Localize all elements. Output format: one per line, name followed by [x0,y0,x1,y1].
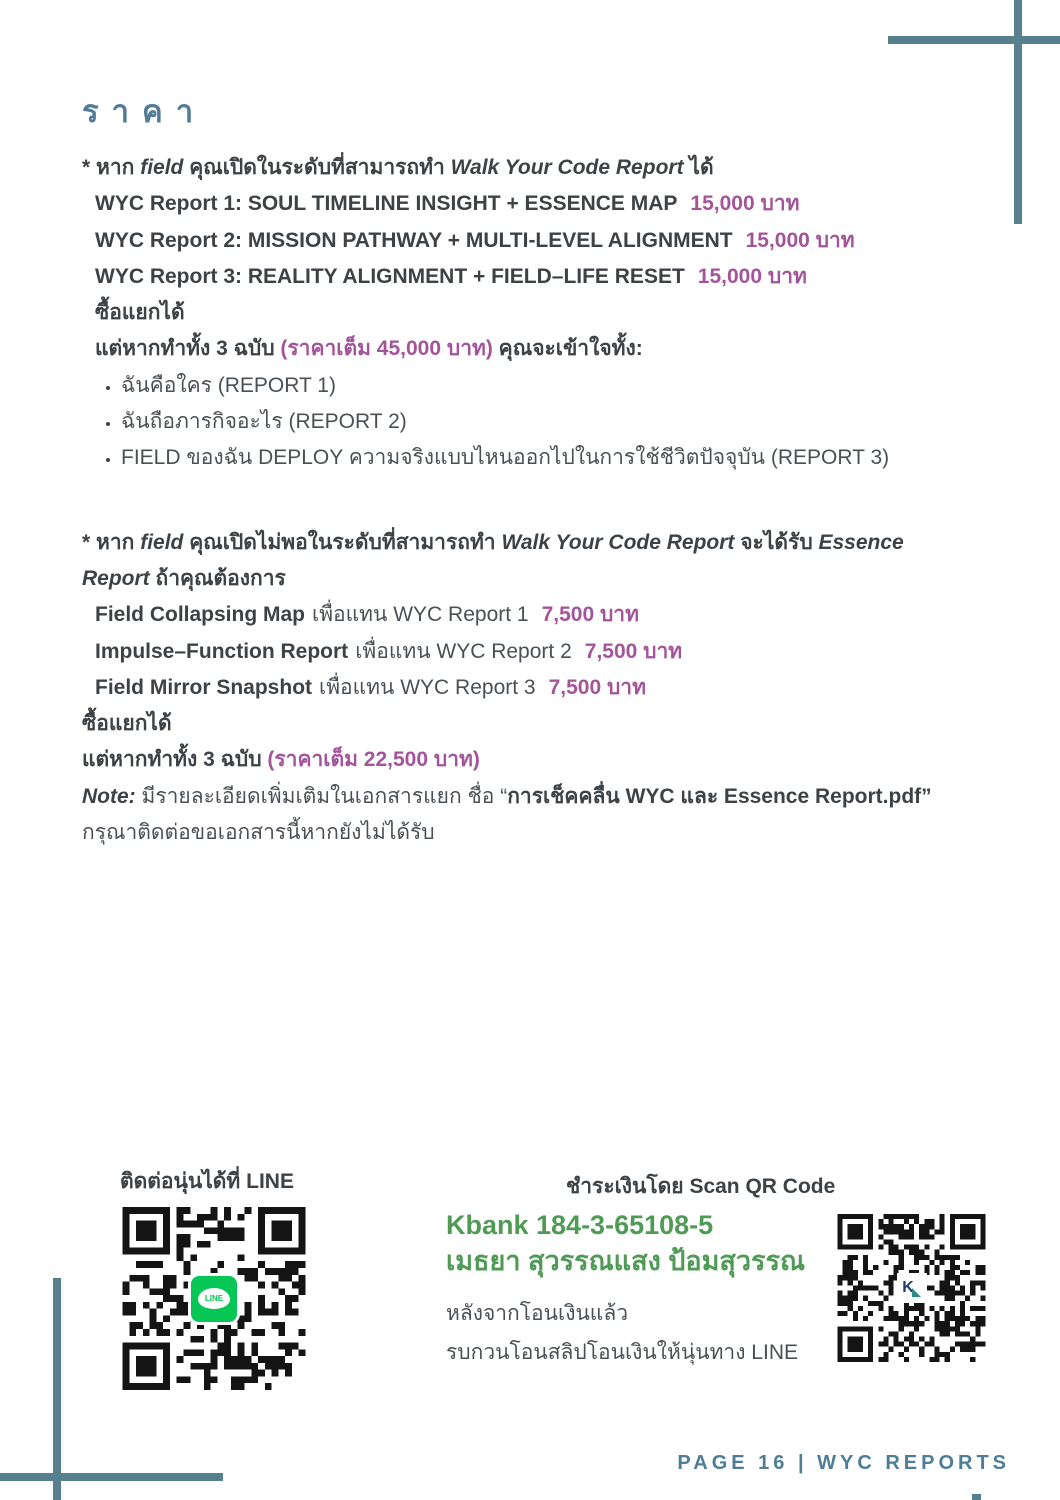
kplus-logo-triangle [912,1288,921,1297]
alt-report-3-line: Field Mirror Snapshot เพื่อแทน WYC Report 3 7,500 บาท [95,675,646,699]
wyc-report-2-price: 15,000 บาท [745,228,855,252]
wyc-report-2-line: WYC Report 2: MISSION PATHWAY + MULTI-LEVEL ALIGNMENT 15,000 บาท [95,228,855,252]
bullet-report-2: • ฉันถือภารกิจอะไร (REPORT 2) [121,404,974,440]
alt-report-1-price: 7,500 บาท [541,603,639,627]
section2-intro: * หาก field คุณเปิดไม่พอในระดับที่สามารถทำ Walk Your Code Report จะได้รับ Essence Report ถ้าคุณต้องการ [82,530,904,590]
line-contact-header: ติดต่อนุ่นได้ที่ LINE [120,1170,294,1193]
line-logo-bubble: LINE [198,1288,230,1309]
note-line: Note: มีรายละเอียดเพิ่มเติมในเอกสารแยก ชื่อ “การเช็คคลื่น WYC และ Essence Report.pdf” [82,784,932,808]
page-footer: PAGE 16 | WYC REPORTS [677,1452,1010,1474]
section1-bundle-line: แต่หากทำทั้ง 3 ฉบับ (ราคาเต็ม 45,000 บาท) คุณจะเข้าใจทั้ง: [95,337,643,361]
wyc-report-1-price: 15,000 บาท [690,192,800,216]
section2-bundle-line: แต่หากทำทั้ง 3 ฉบับ (ราคาเต็ม 22,500 บาท) [82,748,480,772]
alt-report-1-line: Field Collapsing Map เพื่อแทน WYC Report 1 7,500 บาท [95,603,639,627]
wyc-report-3-line: WYC Report 3: REALITY ALIGNMENT + FIELD–LIFE RESET 15,000 บาท [95,264,807,288]
section1-bullet-list [82,368,974,477]
wyc-report-3-price: 15,000 บาท [697,264,807,288]
payment-note-1: หลังจากโอนเงินแล้ว [446,1302,629,1325]
page-title: ราคา [82,94,207,129]
wyc-report-1-line: WYC Report 1: SOUL TIMELINE INSIGHT + ESSENCE MAP 15,000 บาท [95,192,800,216]
bank-account-number: Kbank 184-3-65108-5 [446,1210,714,1240]
kplus-logo-icon: K [897,1273,927,1303]
section1-buy-separately: ซื้อแยกได้ [95,301,185,325]
alt-report-2-price: 7,500 บาท [584,639,683,663]
corner-mark-bottom-right [972,1494,981,1500]
bundle-full-price-22500: (ราคาเต็ม 22,500 บาท) [267,748,480,772]
corner-cross-bottom-left-vertical [53,1278,61,1500]
bank-account-name: เมธยา สุวรรณแสง ป้อมสุวรรณ [446,1246,806,1276]
contact-for-document-note: กรุณาติดต่อขอเอกสารนี้หากยังไม่ได้รับ [82,821,435,845]
corner-cross-top-right-vertical [1014,0,1022,224]
corner-cross-top-right-horizontal [888,36,1060,44]
bullet-report-1: • ฉันคือใคร (REPORT 1) [121,368,974,404]
payment-header: ชำระเงินโดย Scan QR Code [566,1175,836,1198]
bullet-report-3: • FIELD ของฉัน DEPLOY ความจริงแบบไหนออกไปในการใช้ชีวิตปัจจุบัน (REPORT 3) [121,440,974,476]
line-logo-icon [188,1273,240,1325]
section2-buy-separately: ซื้อแยกได้ [82,712,172,736]
referenced-pdf-name: การเช็คคลื่น WYC และ Essence Report.pdf” [507,784,932,808]
section1-intro: * หาก field คุณเปิดในระดับที่สามารถทำ Walk Your Code Report ได้ [82,156,714,179]
alt-report-3-price: 7,500 บาท [548,675,646,699]
corner-cross-bottom-left-horizontal [0,1473,223,1481]
line-qr-code [121,1207,307,1390]
bundle-full-price-45000: (ราคาเต็ม 45,000 บาท) [280,337,493,361]
payment-note-2: รบกวนโอนสลิปโอนเงินให้นุ่นทาง LINE [446,1341,798,1364]
bank-details [446,1208,805,1280]
pricing-content [82,86,974,851]
payment-qr-code [836,1214,987,1362]
alt-report-2-line: Impulse–Function Report เพื่อแทน WYC Report 2 7,500 บาท [95,639,683,663]
